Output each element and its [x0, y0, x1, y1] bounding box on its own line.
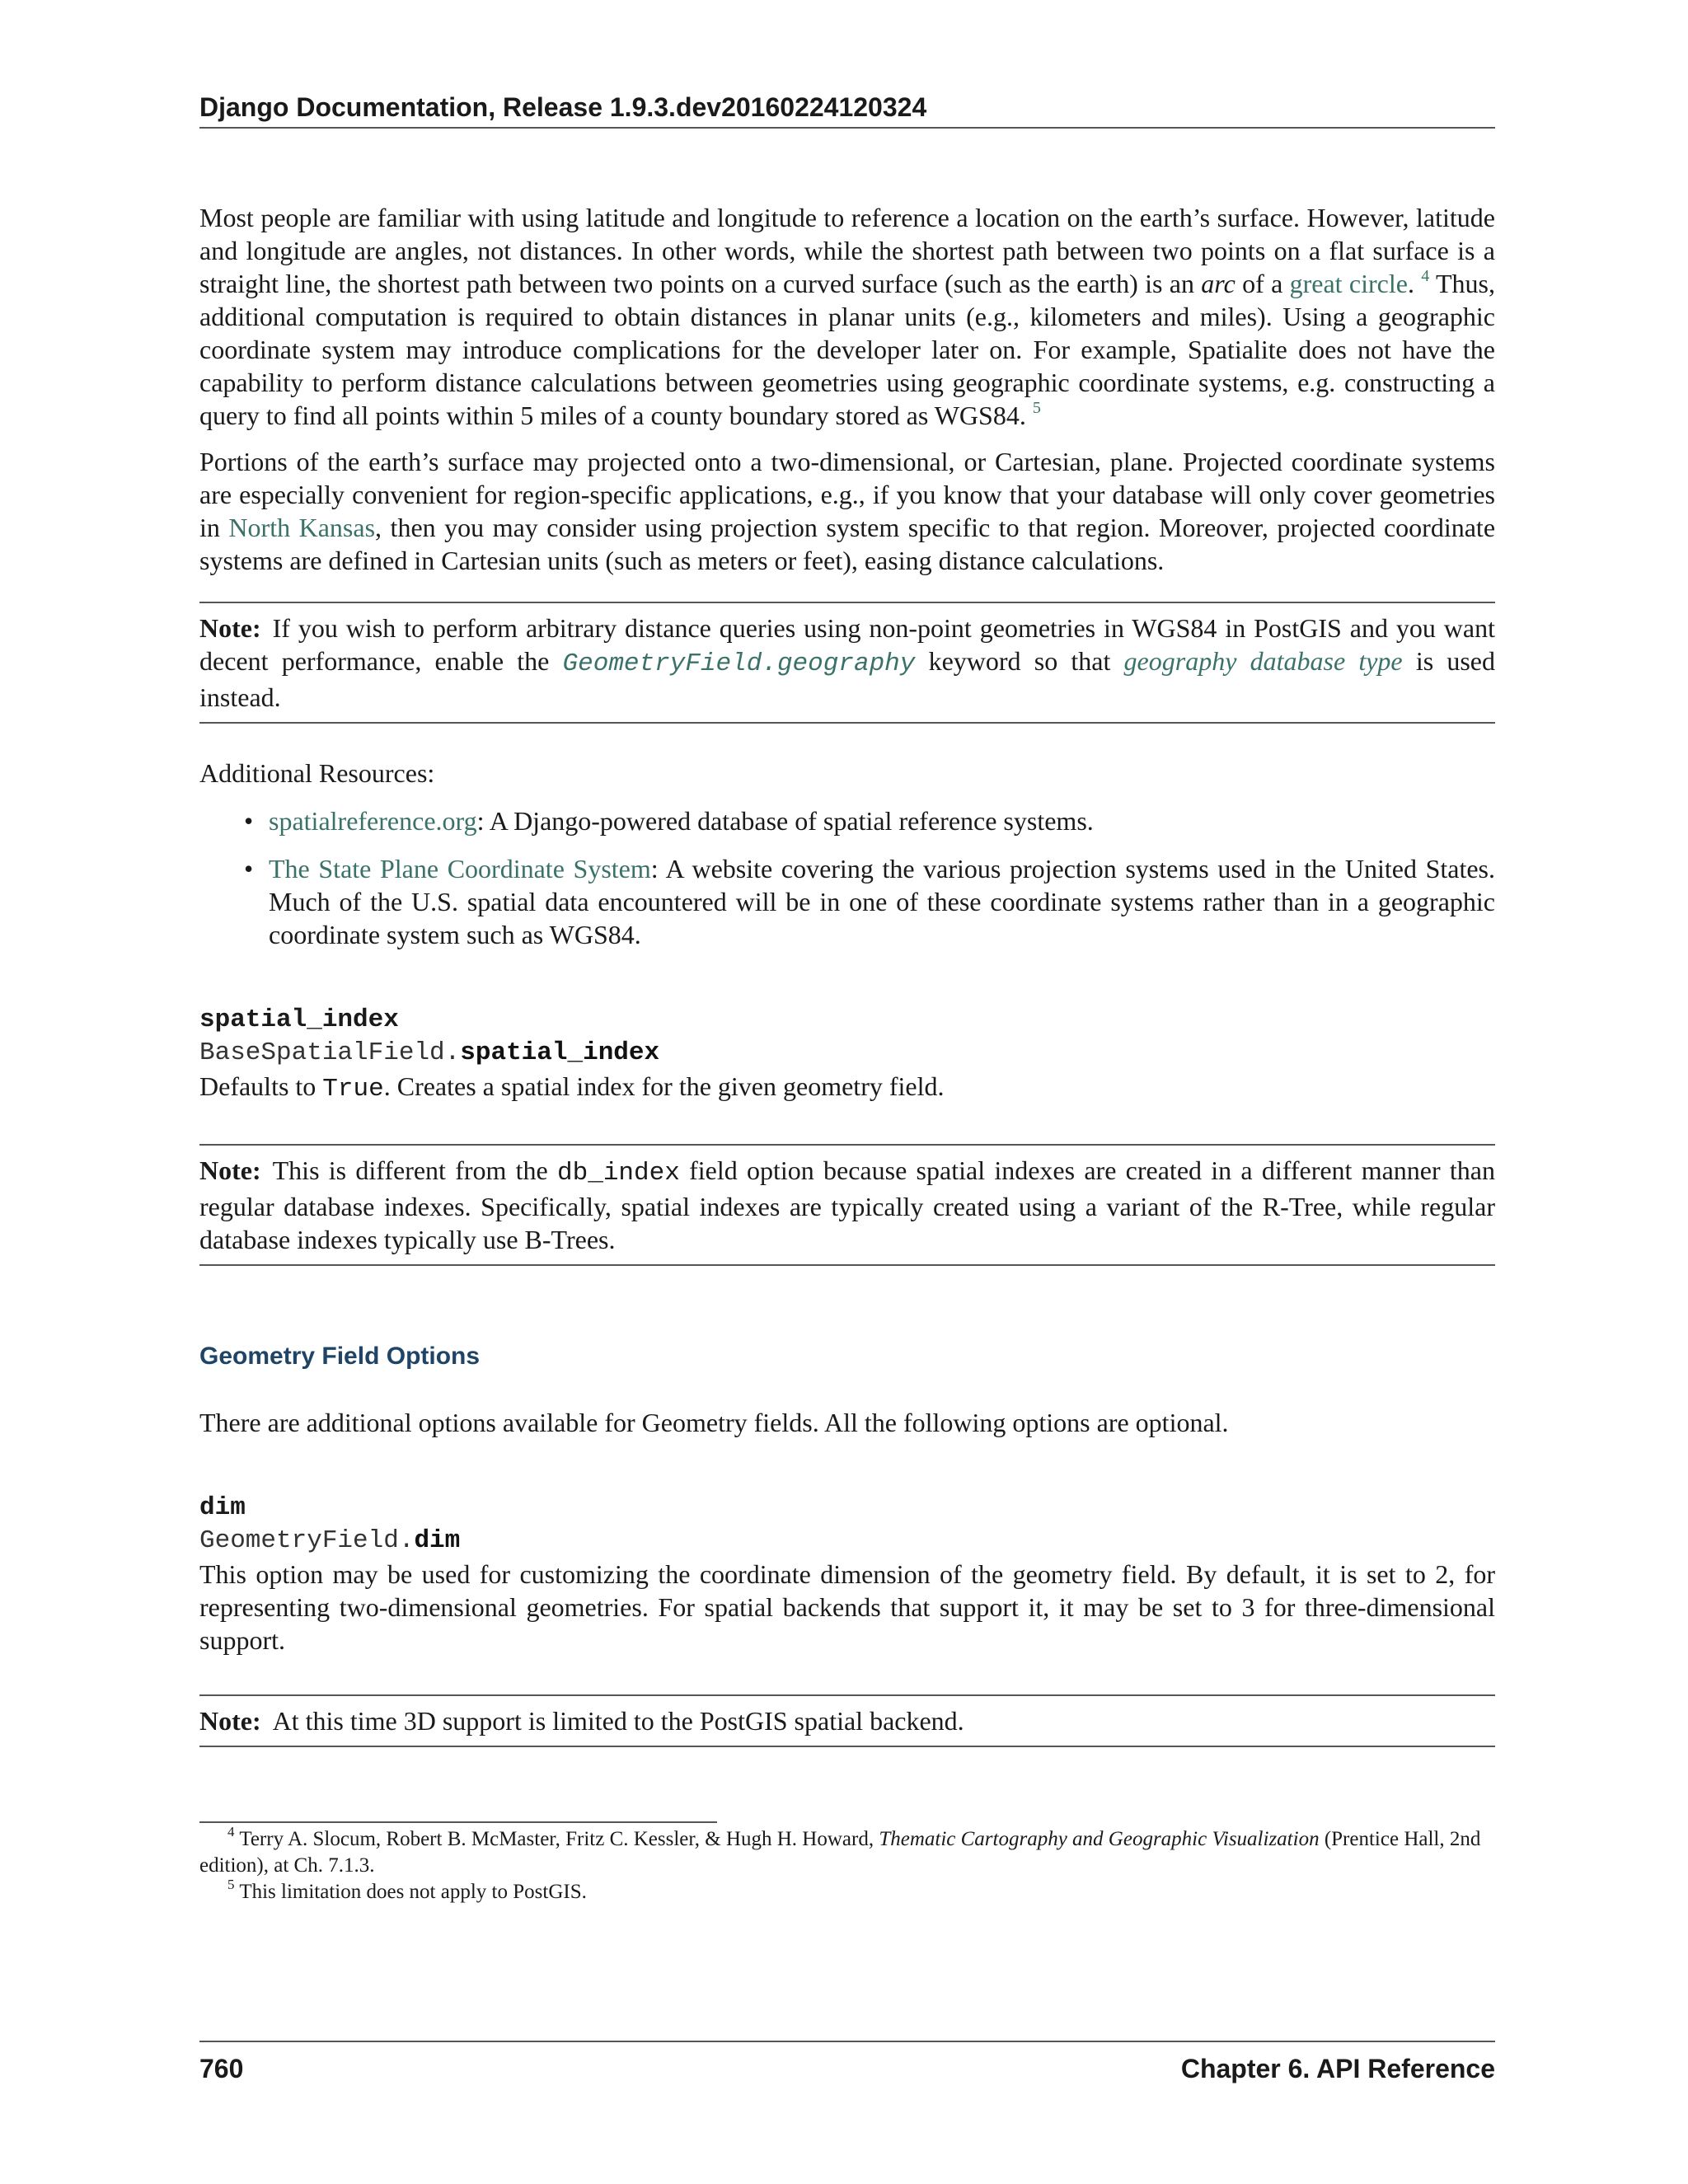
- footnote-4: $^4$ Terry A. Slocum, Robert B. McMaster, Fritz C. Kessler, & Hugh H. Howard, Thematic Cartography and Geographic Visualization (Prentice Hall, 2nd edition), at Ch. 7.1.3.: [199, 1823, 1481, 1877]
- spatial-index-signature: BaseSpatialField.spatial_index: [199, 1038, 660, 1067]
- north-kansas-link[interactable]: North Kansas: [228, 513, 376, 542]
- resources-heading: Additional Resources:: [199, 758, 435, 788]
- footnote-ref-5[interactable]: 5: [1032, 399, 1041, 418]
- note-db-index: Note: This is different from the db_index field option because spatial indexes are created in a different manner than regular database indexes. Specifically, spatial indexes are typically created using a variant of the R-Tree, while regular database indexes typically use B-Trees.: [199, 1144, 1495, 1266]
- footnote-ref-4[interactable]: 4: [1421, 267, 1430, 286]
- geometryfield-geography-link[interactable]: GeometryField.geography: [562, 649, 916, 678]
- paragraph-geographic-coordinates: Most people are familiar with using latitude and longitude to reference a location on the earth’s surface. However, latitude and longitude are angles, not distances. In other words, while the shortest path between two points on a flat surface is a straight line, the shortest path between two points on a curved surface (such as the earth) is an arc of a great circle. $^4$ Thus, additional computation is required to obtain distances in planar units (e.g., kilometers and miles). Using a geographic coordinate system may introduce complications for the developer later on. For example, Spatialite does not have the capability to perform distance calculations between geometries using geographic coordinate systems, e.g. constructing a query to find all points within 5 miles of a county boundary stored as WGS84. $^5$: [199, 203, 1496, 430]
- geography-database-type-link[interactable]: geography database type: [1123, 646, 1403, 676]
- great-circle-link[interactable]: great circle: [1289, 269, 1408, 298]
- spatial-index-description: Defaults to True. Creates a spatial index for the given geometry field.: [199, 1071, 945, 1104]
- document-page: [199, 0, 1495, 2184]
- spatialreference-link[interactable]: spatialreference.org: [269, 806, 477, 836]
- note-label: Note:: [199, 613, 261, 643]
- note-3d-support: Note: At this time 3D support is limited to the PostGIS spatial backend.: [199, 1694, 1495, 1747]
- dim-signature: GeometryField.dim: [199, 1526, 461, 1555]
- note-label: Note:: [199, 1706, 261, 1736]
- spatial-index-heading: spatial_index: [199, 1005, 399, 1034]
- note-geography: Note: If you wish to perform arbitrary distance queries using non-point geometries in WGS84 in PostGIS and you want decent performance, enable the GeometryField.geography keyword so that geography database type is used instead.: [199, 602, 1495, 724]
- state-plane-link[interactable]: The State Plane Coordinate System: [269, 854, 651, 883]
- footnote-rule: [199, 1821, 717, 1823]
- paragraph-projected-coordinates: Portions of the earth’s surface may projected onto a two-dimensional, or Cartesian, plane. Projected coordinate systems are especially convenient for region-specific applications, e.g., if you know that your database will only cover geometries in North Kansas, then you may consider using projection system specific to that region. Moreover, projected coordinate systems are defined in Cartesian units (such as meters or feet), easing distance calculations.: [199, 447, 1496, 575]
- list-item: • spatialreference.org: A Django-powered database of spatial reference systems.: [244, 806, 1094, 836]
- page-body: [199, 201, 1495, 1780]
- footnote-5: $^5$ This limitation does not apply to PostGIS.: [227, 1876, 587, 1903]
- dim-description: This option may be used for customizing the coordinate dimension of the geometry field. By default, it is set to 2, for representing two-dimensional geometries. For spatial backends that support it, it may be set to 3 for three-dimensional support.: [199, 1559, 1495, 1655]
- geometry-options-intro: There are additional options available for Geometry fields. All the following options are optional.: [199, 1408, 1229, 1437]
- list-item: • The State Plane Coordinate System: A website covering the various projection systems used in the United States. Much of the U.S. spatial data encountered will be in one of these coordinate systems rather than in a geographic coordinate system such as WGS84.: [244, 854, 1496, 949]
- running-header: Django Documentation, Release 1.9.3.dev20160224120324: [199, 91, 1495, 129]
- page-footer: [199, 2041, 1495, 2085]
- note-label: Note:: [199, 1155, 261, 1185]
- chapter-title: Chapter 6. API Reference: [1180, 2054, 1495, 2083]
- resources-list: [199, 804, 1495, 951]
- geometry-field-options-heading: Geometry Field Options: [199, 1343, 481, 1370]
- dim-heading: dim: [199, 1493, 246, 1522]
- page-number: 760: [199, 2054, 244, 2083]
